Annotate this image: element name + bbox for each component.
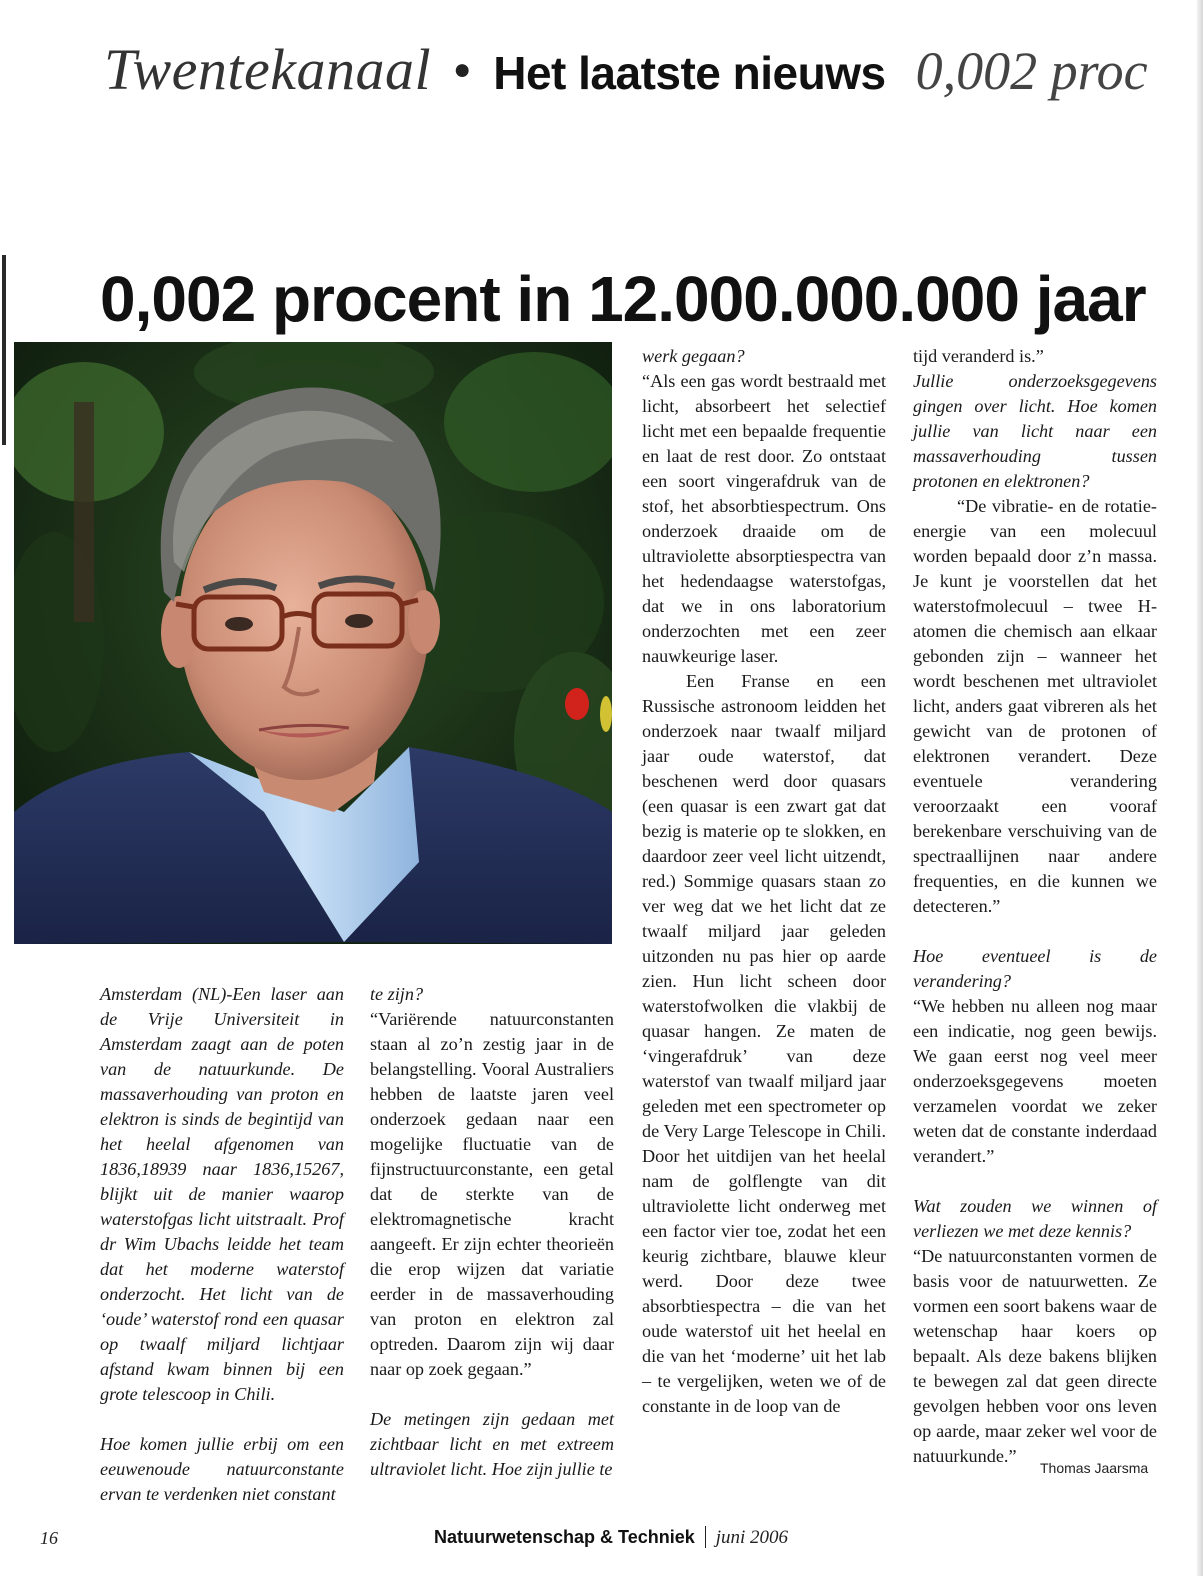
column-4: [913, 344, 1157, 1469]
question-1: Hoe komen jullie erbij om een eeuwenoude natuurconstante ervan te verdenken niet constant: [100, 1434, 344, 1504]
question-2-end: werk gegaan?: [642, 346, 745, 366]
spine-mark: [2, 255, 6, 445]
answer-4: “We hebben nu alleen nog maar een indicatie, nog geen bewijs. We gaan eerst nog veel meer onderzoeksgegevens moeten verzamelen voordat we zeker weten dat de constante inderdaad verandert.”: [913, 996, 1157, 1166]
page-number: 16: [40, 1528, 58, 1548]
question-1-end: te zijn?: [370, 984, 424, 1004]
column-3: [642, 344, 886, 1419]
section-name: Twentekanaal: [104, 37, 432, 102]
lead-paragraph: Amsterdam (NL)-Een laser aan de Vrije Universiteit in Amsterdam zaagt aan de poten van de natuurkunde. De massaverhouding van proton en elektron is sinds de begintijd van het heelal afgenomen van 1836,18939 naar 1836,15267, blijkt uit de manier waarop waterstofgas licht uitstraalt. Prof dr Wim Ubachs leidde het team dat het moderne waterstof onderzocht. Het licht van de ‘oude’ waterstof rond een quasar op twaalf miljard lichtjaar afstand kwam binnen bij een grote telescoop in Chili.: [100, 984, 344, 1404]
magazine-name: Natuurwetenschap & Techniek: [434, 1527, 695, 1547]
page-edge-shadow: [1197, 0, 1203, 1576]
article-headline: 0,002 procent in 12.000.000.000 jaar: [100, 263, 1146, 335]
column-1: [100, 982, 344, 1507]
issue-date: juni 2006: [715, 1527, 789, 1548]
question-3: Jullie onderzoeksgegevens gingen over licht. Hoe komen jullie van licht naar een massaverhouding tussen protonen en elektronen?: [913, 371, 1157, 491]
portrait-photo: [14, 342, 612, 944]
magazine-footer: [434, 1526, 788, 1549]
question-5: Wat zouden we winnen of verliezen we met deze kennis?: [913, 1196, 1157, 1241]
header-teaser: 0,002 proc: [915, 41, 1148, 101]
footer-divider: [705, 1526, 706, 1548]
author-byline: Thomas Jaarsma: [1040, 1460, 1149, 1476]
answer-5: “De natuurconstanten vormen de basis voor de natuurwetten. Ze vormen een soort bakens waar de wetenschap haar koers op bepaalt. Als deze bakens blijken te bewegen zal dat geen directe gevolgen hebben voor ons leven op aarde, maar zeker wel voor de natuurkunde.”: [913, 1246, 1157, 1466]
answer-2-continued: Een Franse en een Russische astronoom leidden het onderzoek naar twaalf miljard jaar oude waterstof, dat beschenen werd door quasars (een quasar is een zwart gat dat bezig is materie op te slokken, en daardoor zeer veel licht uitzendt, red.) Sommige quasars staan zo ver weg dat we het licht dat ze twaalf miljard jaar geleden uitzonden nu pas hier op aarde zien. Hun licht scheen door waterstofwolken die vlakbij de quasar hangen. Ze maten de ‘vingerafdruk’ van deze waterstof van twaalf miljard jaar geleden met een spectrometer op de Very Large Telescope in Chili. Door het uitdijen van het heelal nam de golflengte van dit ultraviolette licht onderweg met een factor vier toe, zodat het een keurig zichtbare, blauwe kleur werd. Door deze twee absorbtiespectra – die van het oude waterstof uit het heelal en die van het ‘moderne’ uit het lab – te vergelijken, weten we of de constante in de loop van de: [642, 671, 886, 1416]
column-2: [370, 982, 614, 1482]
question-4: Hoe eventueel is de verandering?: [913, 946, 1157, 991]
answer-1: “Variërende natuurconstanten staan al zo’n zestig jaar in de belangstelling. Vooral Australiers hebben de laatste jaren veel onderzoek gedaan naar een mogelijke fluctuatie van de fijnstructuurconstante, een getal dat de sterkte van de elektromagnetische kracht aangeeft. Er zijn echter theorieën die erop wijzen dat variatie eerder in de massaverhouding van proton en elektron zal optreden. Daarom zijn wij daar naar op zoek gegaan.”: [370, 1009, 614, 1379]
answer-2: “Als een gas wordt bestraald met licht, absorbeert het selectief licht met een bepaalde frequentie en laat de rest door. Zo ontstaat een soort vingerafdruk van de stof, het absorbtiespectrum. Ons onderzoek draaide om de ultraviolette absorptiespectra van het hedendaagse waterstofgas, dat we in ons laboratorium onderzochten met een zeer nauwkeurige laser.: [642, 371, 886, 666]
running-header: [104, 36, 1203, 116]
question-2: De metingen zijn gedaan met zichtbaar licht en met extreem ultraviolet licht. Hoe zijn jullie te: [370, 1409, 614, 1479]
section-label: Het laatste nieuws: [493, 47, 886, 99]
answer-2-end: tijd veranderd is.”: [913, 346, 1044, 366]
bullet-separator: ●: [453, 53, 472, 86]
answer-3: “De vibratie- en de rotatie-energie van een molecuul worden bepaald door z’n massa. Je kunt je voorstellen dat het waterstofmolecuul – twee H-atomen die chemisch aan elkaar gebonden zijn – wanneer het wordt beschenen met ultraviolet licht, anders gaat vibreren als het gewicht van de protonen of elektronen verandert. Deze eventuele verandering veroorzaakt een vooraf berekenbare verschuiving van de spectraallijnen naar andere frequenties, en die kunnen we detecteren.”: [913, 496, 1157, 916]
